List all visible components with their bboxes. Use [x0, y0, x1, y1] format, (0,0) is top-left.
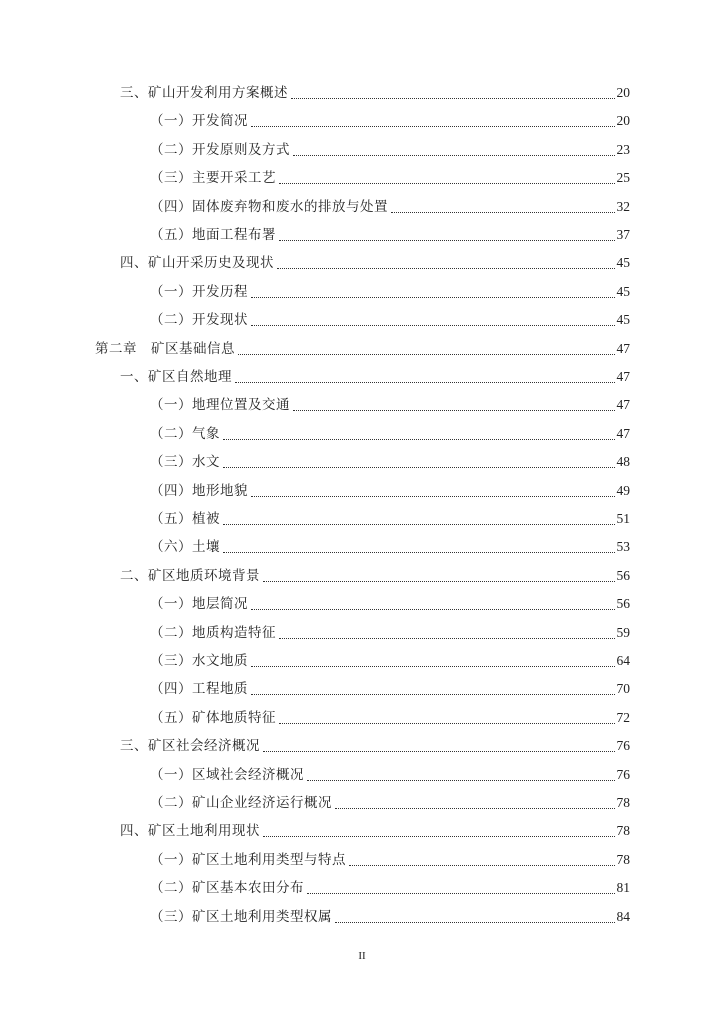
toc-leader-dots [251, 125, 615, 127]
toc-entry-title: （四）地形地貌 [150, 482, 248, 499]
toc-entry-title: 第二章 矿区基础信息 [95, 340, 235, 357]
toc-leader-dots [335, 807, 615, 809]
toc-entry[interactable] [150, 165, 630, 191]
toc-entry[interactable] [150, 392, 630, 418]
toc-entry-title: （五）地面工程布署 [150, 227, 276, 243]
toc-entry[interactable] [150, 762, 630, 788]
toc-entry[interactable] [150, 137, 630, 163]
toc-entry-title: （二）矿山企业经济运行概况 [150, 795, 332, 811]
toc-entry-page: 47 [616, 369, 630, 384]
toc-entry[interactable] [150, 676, 630, 702]
toc-entry-title: 一、矿区自然地理 [120, 369, 232, 385]
toc-entry-page: 53 [616, 539, 630, 555]
toc-entry-page: 49 [616, 482, 630, 498]
toc-leader-dots [251, 665, 615, 667]
toc-entry[interactable] [120, 364, 630, 390]
toc-entry-page: 48 [616, 454, 630, 470]
toc-entry-page: 56 [616, 567, 630, 583]
toc-entry-title: 三、矿山开发利用方案概述 [120, 85, 288, 101]
toc-leader-dots [307, 892, 615, 894]
toc-entry-page: 72 [616, 709, 630, 725]
toc-entry-page: 45 [616, 255, 630, 271]
toc-entry-page: 32 [616, 198, 630, 214]
toc-entry[interactable] [150, 534, 630, 560]
toc-leader-dots [251, 324, 615, 326]
toc-leader-dots [223, 466, 615, 468]
toc-entry-title: （六）土壤 [150, 539, 220, 556]
toc-entry-page: 51 [616, 511, 630, 526]
toc-leader-dots [307, 779, 615, 781]
toc-entry-title: （二）矿区基本农田分布 [150, 880, 304, 897]
toc-entry[interactable] [150, 478, 630, 504]
toc-entry-title: 四、矿区土地利用现状 [120, 823, 260, 840]
toc-entry[interactable] [120, 733, 630, 759]
toc-entry[interactable] [150, 108, 630, 134]
toc-entry-title: 三、矿区社会经济概况 [120, 738, 260, 755]
toc-entry-page: 76 [616, 766, 630, 782]
toc-entry[interactable] [150, 847, 630, 873]
toc-leader-dots [263, 750, 615, 752]
toc-entry-title: （二）开发现状 [150, 312, 248, 329]
toc-entry-page: 56 [616, 596, 630, 612]
toc-leader-dots [279, 239, 615, 241]
toc-leader-dots [223, 523, 615, 525]
toc-entry-title: （三）主要开采工艺 [150, 170, 276, 187]
toc-entry-page: 25 [616, 170, 630, 186]
toc-leader-dots [251, 296, 615, 298]
toc-entry-page: 47 [616, 340, 630, 356]
toc-leader-dots [279, 637, 615, 639]
toc-entry[interactable] [150, 421, 630, 447]
toc-leader-dots [391, 211, 615, 213]
toc-leader-dots [293, 154, 615, 156]
toc-leader-dots [277, 267, 615, 269]
toc-entry[interactable] [150, 506, 630, 532]
toc-entry-title: 二、矿区地质环境背景 [120, 567, 260, 584]
toc-entry-title: （四）固体废弃物和废水的排放与处置 [150, 198, 388, 215]
toc-entry-page: 70 [616, 681, 630, 697]
toc-entry-page: 23 [616, 141, 630, 157]
toc-entry-title: （五）植被 [150, 511, 220, 527]
toc-leader-dots [263, 580, 615, 582]
toc-leader-dots [223, 438, 615, 440]
toc-entry-title: （四）工程地质 [150, 681, 248, 698]
toc-leader-dots [251, 693, 615, 695]
toc-entry[interactable] [120, 563, 630, 589]
toc-leader-dots [223, 551, 615, 553]
toc-entry-title: （三）水文 [150, 454, 220, 471]
toc-entry[interactable] [150, 904, 630, 930]
toc-entry-page: 78 [616, 823, 630, 839]
toc-entry[interactable] [150, 705, 630, 731]
toc-leader-dots [238, 353, 615, 355]
toc-leader-dots [279, 722, 615, 724]
toc-entry-title: （一）地层简况 [150, 596, 248, 613]
toc-entry-title: （二）开发原则及方式 [150, 141, 290, 158]
toc-entry-title: （五）矿体地质特征 [150, 709, 276, 726]
toc-entry[interactable] [150, 591, 630, 617]
page-number: II [358, 950, 366, 962]
toc-entry-page: 20 [616, 85, 630, 100]
toc-entry-page: 64 [616, 653, 630, 668]
toc-entry[interactable] [150, 648, 630, 674]
toc-leader-dots [263, 835, 615, 837]
toc-entry-title: （一）地理位置及交通 [150, 397, 290, 414]
toc-entry[interactable] [150, 790, 630, 816]
toc-entry-page: 45 [616, 283, 630, 299]
toc-leader-dots [335, 921, 615, 923]
toc-entry[interactable] [150, 279, 630, 305]
toc-entry[interactable] [120, 250, 630, 276]
toc-entry-title: （一）矿区土地利用类型与特点 [150, 851, 346, 868]
toc-entry-page: 76 [616, 738, 630, 754]
toc-entry[interactable] [120, 818, 630, 844]
toc-entry-page: 81 [616, 880, 630, 896]
toc-entry-title: （一）区域社会经济概况 [150, 766, 304, 783]
toc-leader-dots [235, 381, 615, 383]
toc-entry-page: 47 [616, 397, 630, 413]
toc-entry[interactable] [150, 449, 630, 475]
toc-entry-page: 59 [616, 624, 630, 640]
toc-entry-title: （一）开发历程 [150, 283, 248, 300]
toc-leader-dots [293, 409, 615, 411]
toc-entry[interactable] [150, 875, 630, 901]
toc-leader-dots [291, 97, 615, 99]
toc-entry[interactable] [150, 307, 630, 333]
toc-leader-dots [279, 182, 615, 184]
toc-entry[interactable] [150, 222, 630, 248]
toc-entry[interactable] [150, 620, 630, 646]
toc-leader-dots [251, 608, 615, 610]
toc-leader-dots [349, 864, 615, 866]
toc-entry-title: （三）矿区土地利用类型权属 [150, 908, 332, 925]
toc-entry-page: 78 [616, 795, 630, 810]
toc-entry-title: （一）开发简况 [150, 113, 248, 130]
toc-entry-page: 78 [616, 851, 630, 867]
toc-entry-title: （二）气象 [150, 425, 220, 442]
toc-entry[interactable] [120, 80, 630, 106]
toc-entry-page: 84 [616, 908, 630, 924]
toc-entry-title: （三）水文地质 [150, 653, 248, 669]
toc-entry-page: 47 [616, 425, 630, 441]
toc-entry-title: （二）地质构造特征 [150, 624, 276, 641]
toc-entry-title: 四、矿山开采历史及现状 [120, 255, 274, 272]
toc-entry[interactable] [150, 194, 630, 220]
toc-entry-page: 45 [616, 312, 630, 328]
toc-entry-page: 20 [616, 113, 630, 129]
toc-leader-dots [251, 495, 615, 497]
toc-entry[interactable] [95, 336, 630, 362]
toc-entry-page: 37 [616, 227, 630, 242]
